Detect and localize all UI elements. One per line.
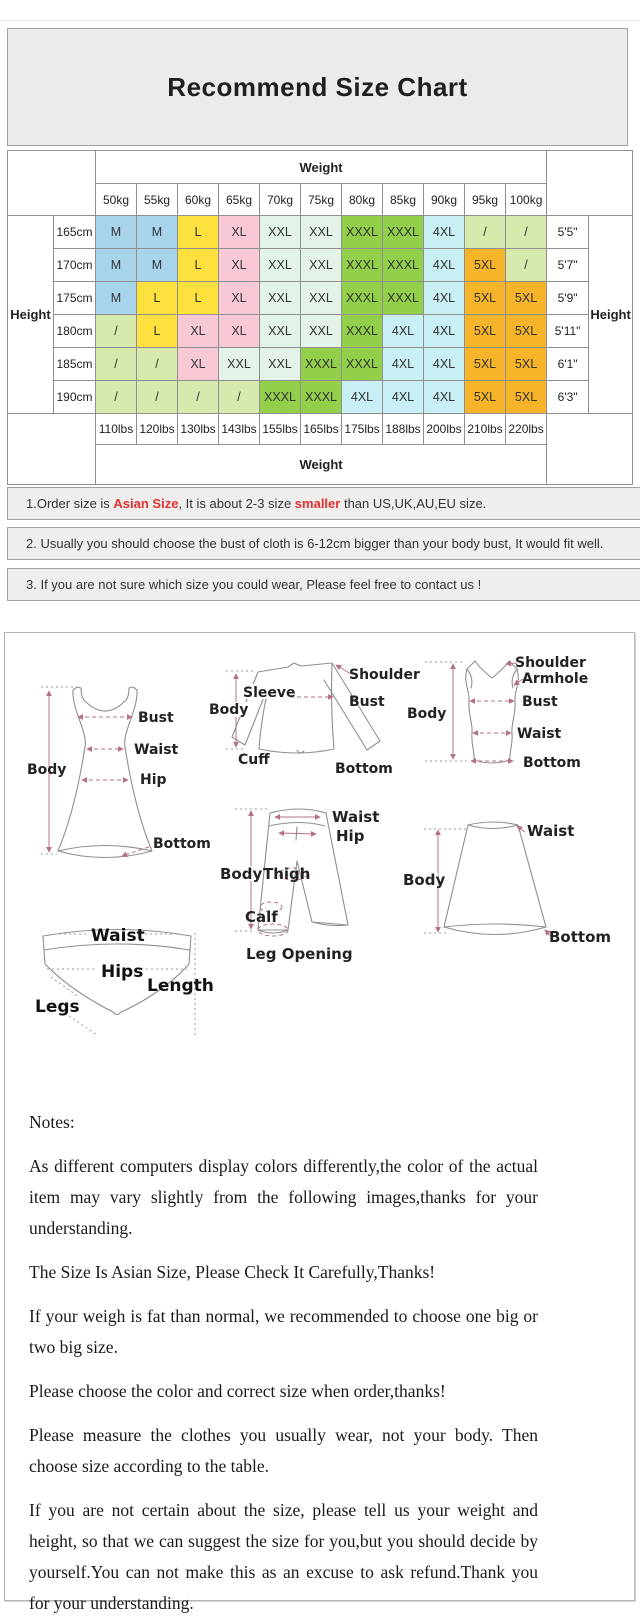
smaller-highlight: smaller: [294, 496, 341, 511]
size-cell: XL: [219, 315, 260, 348]
size-cell: /: [506, 216, 547, 249]
size-cell: M: [96, 216, 137, 249]
size-cell: XL: [219, 216, 260, 249]
vest-body-label: Body: [407, 706, 447, 722]
notes-paragraph: Please choose the color and correct size when order,thanks!: [29, 1381, 446, 1401]
corner-bottom-right: [547, 414, 633, 485]
size-cell: L: [178, 282, 219, 315]
shirt-bottom-label: Bottom: [335, 761, 393, 777]
size-cell: XXL: [301, 216, 342, 249]
vest-bottom-label: Bottom: [523, 755, 581, 771]
size-cell: /: [219, 381, 260, 414]
size-cell: 5XL: [506, 381, 547, 414]
notes-heading: Notes:: [29, 1112, 75, 1132]
size-cell: 4XL: [342, 381, 383, 414]
briefs-legs-label: Legs: [35, 997, 80, 1017]
size-cell: XXL: [260, 348, 301, 381]
height-cm-cell: 190cm: [54, 381, 96, 414]
notes-paragraph: Please measure the clothes you usually wear, not your body. Then choose size according to the table.: [29, 1425, 538, 1476]
size-cell: XXXL: [342, 348, 383, 381]
weight-kg-cell: 90kg: [424, 184, 465, 216]
weight-lbs-cell: 110lbs: [96, 414, 137, 445]
weight-lbs-cell: 130lbs: [178, 414, 219, 445]
shirt-body-label: Body: [209, 702, 249, 718]
weight-kg-cell: 80kg: [342, 184, 383, 216]
weight-lbs-cell: 165lbs: [301, 414, 342, 445]
pants-waist-label: Waist: [332, 808, 380, 826]
size-cell: 5XL: [465, 381, 506, 414]
size-cell: 5XL: [506, 348, 547, 381]
size-cell: /: [465, 216, 506, 249]
size-cell: 4XL: [424, 216, 465, 249]
size-cell: 4XL: [424, 315, 465, 348]
size-cell: XXXL: [342, 315, 383, 348]
weight-footer: Weight: [96, 445, 547, 485]
height-ft-cell: 6'1": [547, 348, 589, 381]
size-cell: XL: [219, 249, 260, 282]
notes-paragraph: If your weigh is fat than normal, we recommended to choose one big or two big size.: [29, 1306, 538, 1357]
note-2-text: 2. Usually you should choose the bust of cloth is 6-12cm bigger than your body bust, It would fit well.: [26, 536, 604, 551]
shirt-cuff-label: Cuff: [238, 752, 270, 768]
height-ft-cell: 5'11": [547, 315, 589, 348]
size-cell: XXL: [301, 282, 342, 315]
page-title: Recommend Size Chart: [167, 71, 468, 102]
height-ft-cell: 5'9": [547, 282, 589, 315]
vest-bust-label: Bust: [522, 694, 558, 710]
weight-kg-cell: 75kg: [301, 184, 342, 216]
weight-kg-cell: 100kg: [506, 184, 547, 216]
pants-hip-label: Hip: [336, 827, 365, 845]
height-label-left: Height: [8, 216, 54, 414]
size-cell: XXL: [219, 348, 260, 381]
size-cell: XXL: [260, 282, 301, 315]
size-cell: 4XL: [383, 315, 424, 348]
garment-measurement-diagram: [5, 633, 634, 1063]
height-cm-cell: 165cm: [54, 216, 96, 249]
size-cell: M: [137, 249, 178, 282]
size-cell: XXL: [301, 315, 342, 348]
size-cell: 4XL: [383, 348, 424, 381]
note-strip-3: [7, 568, 640, 601]
size-cell: XXXL: [260, 381, 301, 414]
briefs-length-label: Length: [147, 976, 214, 996]
dress-body-label: Body: [27, 762, 67, 778]
size-cell: XXXL: [342, 216, 383, 249]
size-cell: /: [96, 381, 137, 414]
size-cell: L: [137, 315, 178, 348]
skirt-bottom-label: Bottom: [549, 928, 612, 946]
size-table-wrap: [7, 150, 633, 485]
vest-waist-label: Waist: [517, 726, 562, 742]
vest-shoulder-label: Shoulder: [515, 655, 586, 671]
skirt-waist-label: Waist: [527, 822, 575, 840]
height-cm-cell: 175cm: [54, 282, 96, 315]
corner-top-right: [547, 151, 633, 216]
size-cell: 5XL: [465, 315, 506, 348]
size-cell: XL: [178, 315, 219, 348]
measurement-guide-box: [4, 632, 635, 1613]
shirt-bust-label: Bust: [349, 694, 385, 710]
height-cm-cell: 180cm: [54, 315, 96, 348]
size-cell: M: [137, 216, 178, 249]
size-cell: XXXL: [301, 381, 342, 414]
weight-lbs-cell: 210lbs: [465, 414, 506, 445]
weight-kg-cell: 95kg: [465, 184, 506, 216]
size-cell: L: [137, 282, 178, 315]
size-cell: /: [137, 381, 178, 414]
size-cell: 5XL: [465, 282, 506, 315]
dress-waist-label: Waist: [134, 742, 179, 758]
pants-thigh-label: Thigh: [263, 865, 311, 883]
size-cell: XXL: [301, 249, 342, 282]
size-cell: XL: [178, 348, 219, 381]
height-label-right: Height: [589, 216, 633, 414]
notes-section: [5, 1107, 634, 1619]
size-cell: 4XL: [424, 282, 465, 315]
note-strip-1: [7, 487, 640, 520]
notes-paragraph: If you are not certain about the size, please tell us your weight and height, so that we can suggest the size for you,but you should decide by yourself.You can not make this as an excuse to ask refund.Thank you for your understanding.: [29, 1500, 538, 1613]
skirt-diagram: [402, 822, 611, 946]
pants-leg-opening-label: Leg Opening: [246, 945, 353, 963]
title-box: [7, 28, 628, 146]
dress-bust-label: Bust: [138, 710, 174, 726]
size-cell: XXXL: [301, 348, 342, 381]
briefs-waist-label: Waist: [91, 926, 145, 946]
weight-lbs-cell: 175lbs: [342, 414, 383, 445]
vest-armhole-label: Armhole: [522, 671, 589, 687]
height-ft-cell: 5'5": [547, 216, 589, 249]
size-cell: /: [96, 315, 137, 348]
weight-kg-cell: 85kg: [383, 184, 424, 216]
weight-lbs-cell: 200lbs: [424, 414, 465, 445]
size-cell: /: [178, 381, 219, 414]
size-cell: XXXL: [342, 282, 383, 315]
asian-size-highlight: Asian Size: [113, 496, 179, 511]
corner-top-left: [8, 151, 96, 216]
size-cell: 4XL: [424, 249, 465, 282]
weight-kg-cell: 70kg: [260, 184, 301, 216]
shirt-diagram: [208, 663, 420, 777]
note-3-text: 3. If you are not sure which size you could wear, Please feel free to contact us !: [26, 577, 482, 592]
weight-kg-cell: 55kg: [137, 184, 178, 216]
height-ft-cell: 5'7": [547, 249, 589, 282]
size-cell: 5XL: [506, 282, 547, 315]
size-cell: XXL: [260, 249, 301, 282]
size-cell: 5XL: [465, 348, 506, 381]
briefs-diagram: [35, 926, 214, 1035]
shirt-sleeve-label: Sleeve: [243, 685, 296, 701]
weight-header: Weight: [96, 151, 547, 184]
size-cell: 5XL: [465, 249, 506, 282]
weight-kg-cell: 60kg: [178, 184, 219, 216]
size-cell: XXL: [260, 216, 301, 249]
size-cell: 4XL: [424, 348, 465, 381]
size-cell: L: [178, 249, 219, 282]
height-ft-cell: 6'3": [547, 381, 589, 414]
weight-lbs-cell: 120lbs: [137, 414, 178, 445]
size-cell: /: [96, 348, 137, 381]
size-cell: XXL: [260, 315, 301, 348]
note-strip-2: [7, 527, 640, 560]
size-cell: XXXL: [383, 282, 424, 315]
corner-bottom-left: [8, 414, 96, 485]
weight-lbs-cell: 143lbs: [219, 414, 260, 445]
size-cell: XXXL: [342, 249, 383, 282]
pants-body-label: Body: [220, 865, 263, 883]
size-cell: 4XL: [424, 381, 465, 414]
top-divider: [0, 20, 640, 21]
weight-kg-cell: 65kg: [219, 184, 260, 216]
height-cm-cell: 170cm: [54, 249, 96, 282]
weight-lbs-cell: 188lbs: [383, 414, 424, 445]
size-cell: /: [506, 249, 547, 282]
skirt-body-label: Body: [403, 871, 446, 889]
weight-lbs-cell: 155lbs: [260, 414, 301, 445]
size-cell: XXXL: [383, 249, 424, 282]
size-cell: /: [137, 348, 178, 381]
size-cell: 5XL: [506, 315, 547, 348]
shirt-shoulder-label: Shoulder: [349, 667, 420, 683]
note-1-text: 1.Order size is Asian Size, It is about 2-3 size smaller than US,UK,AU,EU size.: [26, 496, 487, 511]
weight-kg-cell: 50kg: [96, 184, 137, 216]
size-cell: XXXL: [383, 216, 424, 249]
weight-lbs-cell: 220lbs: [506, 414, 547, 445]
notes-paragraph: As different computers display colors differently,the color of the actual item may vary slightly from the following images,thanks for your understanding.: [29, 1156, 538, 1238]
size-cell: L: [178, 216, 219, 249]
notes-paragraph: The Size Is Asian Size, Please Check It Carefully,Thanks!: [29, 1262, 436, 1282]
size-chart-table: [7, 150, 633, 485]
dress-bottom-label: Bottom: [153, 836, 211, 852]
height-cm-cell: 185cm: [54, 348, 96, 381]
briefs-hips-label: Hips: [101, 962, 144, 982]
pants-diagram: [219, 808, 379, 963]
dress-diagram: [27, 687, 211, 858]
pants-calf-label: Calf: [245, 908, 278, 926]
size-cell: M: [96, 282, 137, 315]
size-cell: XL: [219, 282, 260, 315]
size-cell: M: [96, 249, 137, 282]
size-cell: 4XL: [383, 381, 424, 414]
vest-diagram: [407, 655, 588, 771]
dress-hip-label: Hip: [140, 772, 167, 788]
